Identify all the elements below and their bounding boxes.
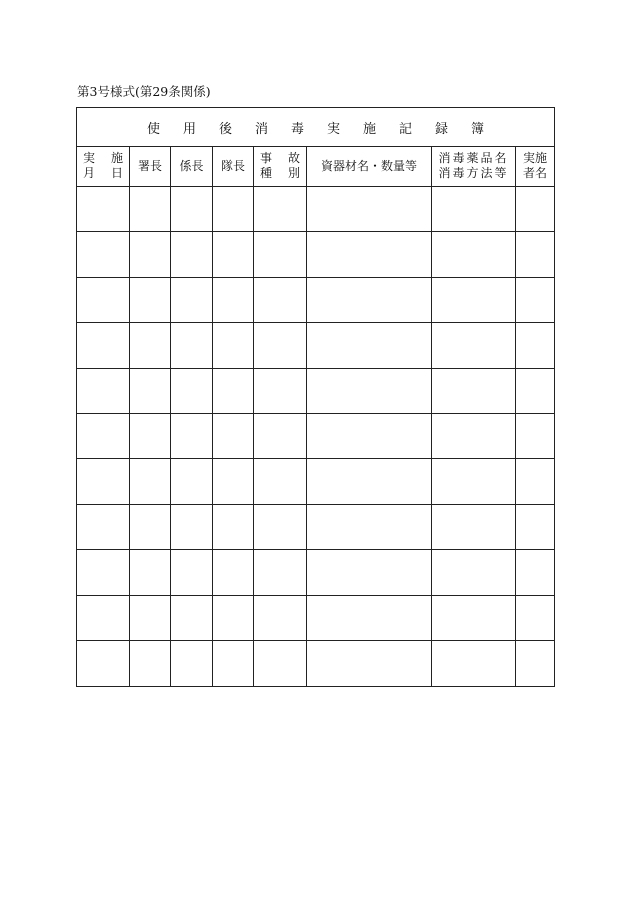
- cell-operator[interactable]: [516, 414, 554, 458]
- header-equipment: [307, 146, 432, 186]
- cell-date[interactable]: [77, 323, 130, 367]
- header-disinfectant-name: 消毒薬品名: [438, 151, 509, 165]
- header-date-char: 月: [83, 166, 96, 180]
- cell-section-chief[interactable]: [171, 505, 213, 549]
- cell-section-chief[interactable]: [171, 369, 213, 413]
- table-body: [77, 187, 554, 686]
- table-row: [77, 187, 554, 232]
- cell-equipment[interactable]: [307, 596, 432, 640]
- table-row: [77, 414, 554, 459]
- cell-equipment[interactable]: [307, 323, 432, 367]
- cell-captain[interactable]: [213, 369, 254, 413]
- cell-date[interactable]: [77, 414, 130, 458]
- header-date-char: 実: [83, 151, 96, 165]
- cell-operator[interactable]: [516, 550, 554, 594]
- cell-captain[interactable]: [213, 278, 254, 322]
- cell-date[interactable]: [77, 459, 130, 503]
- cell-incident-type[interactable]: [254, 596, 307, 640]
- header-row: [77, 146, 554, 187]
- cell-operator[interactable]: [516, 278, 554, 322]
- cell-operator[interactable]: [516, 369, 554, 413]
- table-row: [77, 369, 554, 414]
- cell-captain[interactable]: [213, 459, 254, 503]
- cell-date[interactable]: [77, 641, 130, 686]
- cell-captain[interactable]: [213, 550, 254, 594]
- cell-operator[interactable]: [516, 641, 554, 686]
- cell-incident-type[interactable]: [254, 550, 307, 594]
- header-captain: [213, 146, 254, 186]
- cell-disinfection[interactable]: [432, 187, 516, 231]
- cell-section-chief[interactable]: [171, 550, 213, 594]
- cell-date[interactable]: [77, 505, 130, 549]
- cell-chief[interactable]: [130, 323, 171, 367]
- cell-disinfection[interactable]: [432, 550, 516, 594]
- cell-section-chief[interactable]: [171, 278, 213, 322]
- header-section-chief: [171, 146, 213, 186]
- cell-incident-type[interactable]: [254, 187, 307, 231]
- cell-incident-type[interactable]: [254, 232, 307, 276]
- header-disinfection-method: 消毒方法等: [438, 166, 509, 180]
- cell-chief[interactable]: [130, 187, 171, 231]
- cell-section-chief[interactable]: [171, 596, 213, 640]
- cell-captain[interactable]: [213, 641, 254, 686]
- cell-date[interactable]: [77, 369, 130, 413]
- cell-disinfection[interactable]: [432, 505, 516, 549]
- cell-disinfection[interactable]: [432, 278, 516, 322]
- cell-captain[interactable]: [213, 414, 254, 458]
- header-incident-char: 別: [287, 166, 300, 180]
- record-table: [76, 107, 555, 687]
- cell-disinfection[interactable]: [432, 641, 516, 686]
- cell-equipment[interactable]: [307, 232, 432, 276]
- cell-equipment[interactable]: [307, 369, 432, 413]
- header-incident-char: 種: [260, 166, 273, 180]
- cell-incident-type[interactable]: [254, 323, 307, 367]
- table-row: [77, 459, 554, 504]
- cell-chief[interactable]: [130, 596, 171, 640]
- header-equipment-label: 資器材名・数量等: [320, 158, 417, 173]
- cell-chief[interactable]: [130, 414, 171, 458]
- table-title-row: [77, 108, 554, 147]
- header-operator: [516, 146, 554, 186]
- cell-chief[interactable]: [130, 369, 171, 413]
- cell-date[interactable]: [77, 232, 130, 276]
- cell-operator[interactable]: [516, 596, 554, 640]
- cell-equipment[interactable]: [307, 505, 432, 549]
- header-chief-label: 署長: [137, 158, 162, 173]
- cell-equipment[interactable]: [307, 550, 432, 594]
- cell-chief[interactable]: [130, 459, 171, 503]
- header-incident-char: 事: [260, 151, 273, 165]
- cell-equipment[interactable]: [307, 278, 432, 322]
- table-row: [77, 232, 554, 277]
- cell-chief[interactable]: [130, 641, 171, 686]
- cell-section-chief[interactable]: [171, 232, 213, 276]
- cell-operator[interactable]: [516, 505, 554, 549]
- cell-date[interactable]: [77, 187, 130, 231]
- cell-disinfection[interactable]: [432, 232, 516, 276]
- table-row: [77, 505, 554, 550]
- header-operator-line: 実施: [522, 151, 547, 165]
- cell-incident-type[interactable]: [254, 459, 307, 503]
- cell-section-chief[interactable]: [171, 414, 213, 458]
- cell-disinfection[interactable]: [432, 323, 516, 367]
- cell-captain[interactable]: [213, 505, 254, 549]
- cell-chief[interactable]: [130, 505, 171, 549]
- cell-incident-type[interactable]: [254, 414, 307, 458]
- cell-incident-type[interactable]: [254, 369, 307, 413]
- cell-chief[interactable]: [130, 232, 171, 276]
- cell-section-chief[interactable]: [171, 641, 213, 686]
- header-captain-label: 隊長: [220, 158, 245, 173]
- cell-incident-type[interactable]: [254, 641, 307, 686]
- form-number-label: 第3号様式(第29条関係): [77, 84, 211, 99]
- header-date: [77, 146, 130, 186]
- cell-operator[interactable]: [516, 323, 554, 367]
- cell-incident-type[interactable]: [254, 278, 307, 322]
- cell-captain[interactable]: [213, 187, 254, 231]
- table-title: 使用後消毒実施記録簿: [146, 121, 507, 137]
- cell-captain[interactable]: [213, 323, 254, 367]
- table-row: [77, 278, 554, 323]
- header-date-char: 日: [110, 166, 123, 180]
- cell-section-chief[interactable]: [171, 459, 213, 503]
- cell-equipment[interactable]: [307, 641, 432, 686]
- table-row: [77, 596, 554, 641]
- header-date-char: 施: [110, 151, 123, 165]
- cell-incident-type[interactable]: [254, 505, 307, 549]
- cell-equipment[interactable]: [307, 187, 432, 231]
- cell-date[interactable]: [77, 550, 130, 594]
- cell-section-chief[interactable]: [171, 187, 213, 231]
- header-section-chief-label: 係長: [179, 158, 204, 173]
- table-row: [77, 550, 554, 595]
- cell-equipment[interactable]: [307, 414, 432, 458]
- cell-operator[interactable]: [516, 187, 554, 231]
- cell-equipment[interactable]: [307, 459, 432, 503]
- cell-operator[interactable]: [516, 459, 554, 503]
- cell-captain[interactable]: [213, 596, 254, 640]
- table-row: [77, 641, 554, 686]
- header-chief: [130, 146, 171, 186]
- cell-captain[interactable]: [213, 232, 254, 276]
- cell-disinfection[interactable]: [432, 596, 516, 640]
- cell-disinfection[interactable]: [432, 459, 516, 503]
- table-row: [77, 323, 554, 368]
- cell-date[interactable]: [77, 596, 130, 640]
- header-operator-line: 者名: [522, 166, 547, 180]
- header-incident-type: [254, 146, 307, 186]
- cell-operator[interactable]: [516, 232, 554, 276]
- cell-section-chief[interactable]: [171, 323, 213, 367]
- header-incident-char: 故: [287, 151, 300, 165]
- cell-date[interactable]: [77, 278, 130, 322]
- cell-disinfection[interactable]: [432, 369, 516, 413]
- header-disinfection: [432, 146, 516, 186]
- cell-chief[interactable]: [130, 278, 171, 322]
- cell-chief[interactable]: [130, 550, 171, 594]
- cell-disinfection[interactable]: [432, 414, 516, 458]
